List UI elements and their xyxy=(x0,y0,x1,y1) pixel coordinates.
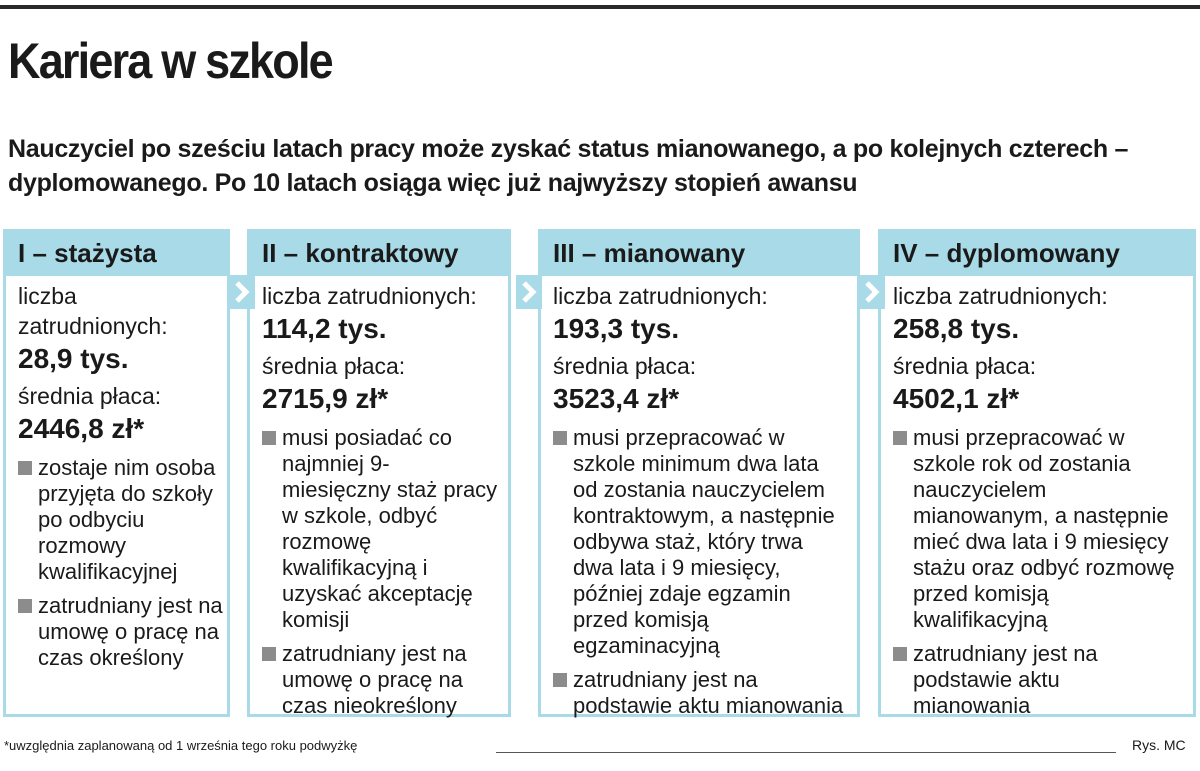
employed-value: 28,9 tys. xyxy=(18,343,129,374)
bullet-item xyxy=(262,641,498,719)
employed-value: 258,8 tys. xyxy=(893,313,1020,344)
salary-label: średnia płaca: xyxy=(262,353,406,379)
salary-value: 3523,4 zł* xyxy=(553,383,680,414)
bullet-item xyxy=(553,667,847,719)
subtitle: Nauczyciel po sześciu latach pracy może zyskać status mianowanego, a po kolejnych czterech – dyplomowanego. Po 10 latach osiąga więc już najwyższy stopień awansu xyxy=(8,135,1129,197)
bullet-item xyxy=(893,641,1183,719)
employed-label: liczba zatrudnionych: xyxy=(18,283,168,339)
chevron-right-icon xyxy=(516,275,542,309)
square-bullet-icon xyxy=(893,431,907,445)
employed-value: 114,2 tys. xyxy=(262,313,387,344)
chevron-right-icon xyxy=(229,275,255,309)
bullet-text: zatrudniany jest na umowę o pracę na czas nieokreślony xyxy=(282,641,467,718)
bullet-item xyxy=(262,425,498,633)
footer-divider xyxy=(496,752,1116,753)
bullet-item xyxy=(18,593,223,671)
bullet-text: musi przepracować w szkole minimum dwa lata od zostania nauczycielem kontraktowym, a następnie odbywa staż, który trwa dwa lata i 9 miesięcy, później zdaje egzamin przed komisją egzaminacyjną xyxy=(573,425,835,658)
page-title: Kariera w szkole xyxy=(8,33,332,89)
bullet-text: musi posiadać co najmniej 9-miesięczny staż pracy w szkole, odbyć rozmowę kwalifikacyjną i uzyskać akceptację komisji xyxy=(282,425,498,632)
square-bullet-icon xyxy=(262,431,276,445)
employed-value: 193,3 tys. xyxy=(553,313,680,344)
top-rule xyxy=(0,5,1200,9)
stage-header: I – stażysta xyxy=(6,232,227,276)
stage-card-4 xyxy=(878,229,1196,717)
credit: Rys. MC xyxy=(1132,737,1186,753)
stage-header: IV – dyplomowany xyxy=(881,232,1193,276)
bullet-item xyxy=(18,455,223,585)
salary-label: średnia płaca: xyxy=(18,383,162,409)
square-bullet-icon xyxy=(553,431,567,445)
stage-header: III – mianowany xyxy=(541,232,857,276)
bullet-text: musi przepracować w szkole rok od zostania nauczycielem mianowanym, a następnie mieć dwa lata i 9 miesięcy stażu oraz odbyć rozmowę przed komisją kwalifikacyjną xyxy=(913,425,1175,632)
square-bullet-icon xyxy=(262,647,276,661)
bullet-item xyxy=(553,425,847,659)
salary-value: 2715,9 zł* xyxy=(262,383,389,414)
square-bullet-icon xyxy=(893,647,907,661)
employed-label: liczba zatrudnionych: xyxy=(262,283,477,309)
employed-label: liczba zatrudnionych: xyxy=(553,283,768,309)
footnote: *uwzględnia zaplanowaną od 1 września tego roku podwyżkę xyxy=(4,738,358,753)
bullet-text: zatrudniany jest na podstawie aktu mianowania xyxy=(573,667,844,718)
bullet-text: zatrudniany jest na umowę o pracę na czas określony xyxy=(38,593,223,670)
square-bullet-icon xyxy=(553,673,567,687)
chevron-right-icon xyxy=(859,275,885,309)
square-bullet-icon xyxy=(18,599,32,613)
bullet-text: zostaje nim osoba przyjęta do szkoły po odbyciu rozmowy kwalifikacyjnej xyxy=(38,455,216,584)
stage-card-3 xyxy=(538,229,860,717)
bullet-text: zatrudniany jest na podstawie aktu mianowania xyxy=(913,641,1098,718)
salary-label: średnia płaca: xyxy=(553,353,697,379)
stage-header: II – kontraktowy xyxy=(250,232,508,276)
stage-card-1 xyxy=(3,229,230,717)
bullet-item xyxy=(893,425,1183,633)
salary-value: 2446,8 zł* xyxy=(18,413,145,444)
employed-label: liczba zatrudnionych: xyxy=(893,283,1108,309)
salary-label: średnia płaca: xyxy=(893,353,1037,379)
stage-card-2 xyxy=(247,229,511,717)
salary-value: 4502,1 zł* xyxy=(893,383,1020,414)
square-bullet-icon xyxy=(18,461,32,475)
